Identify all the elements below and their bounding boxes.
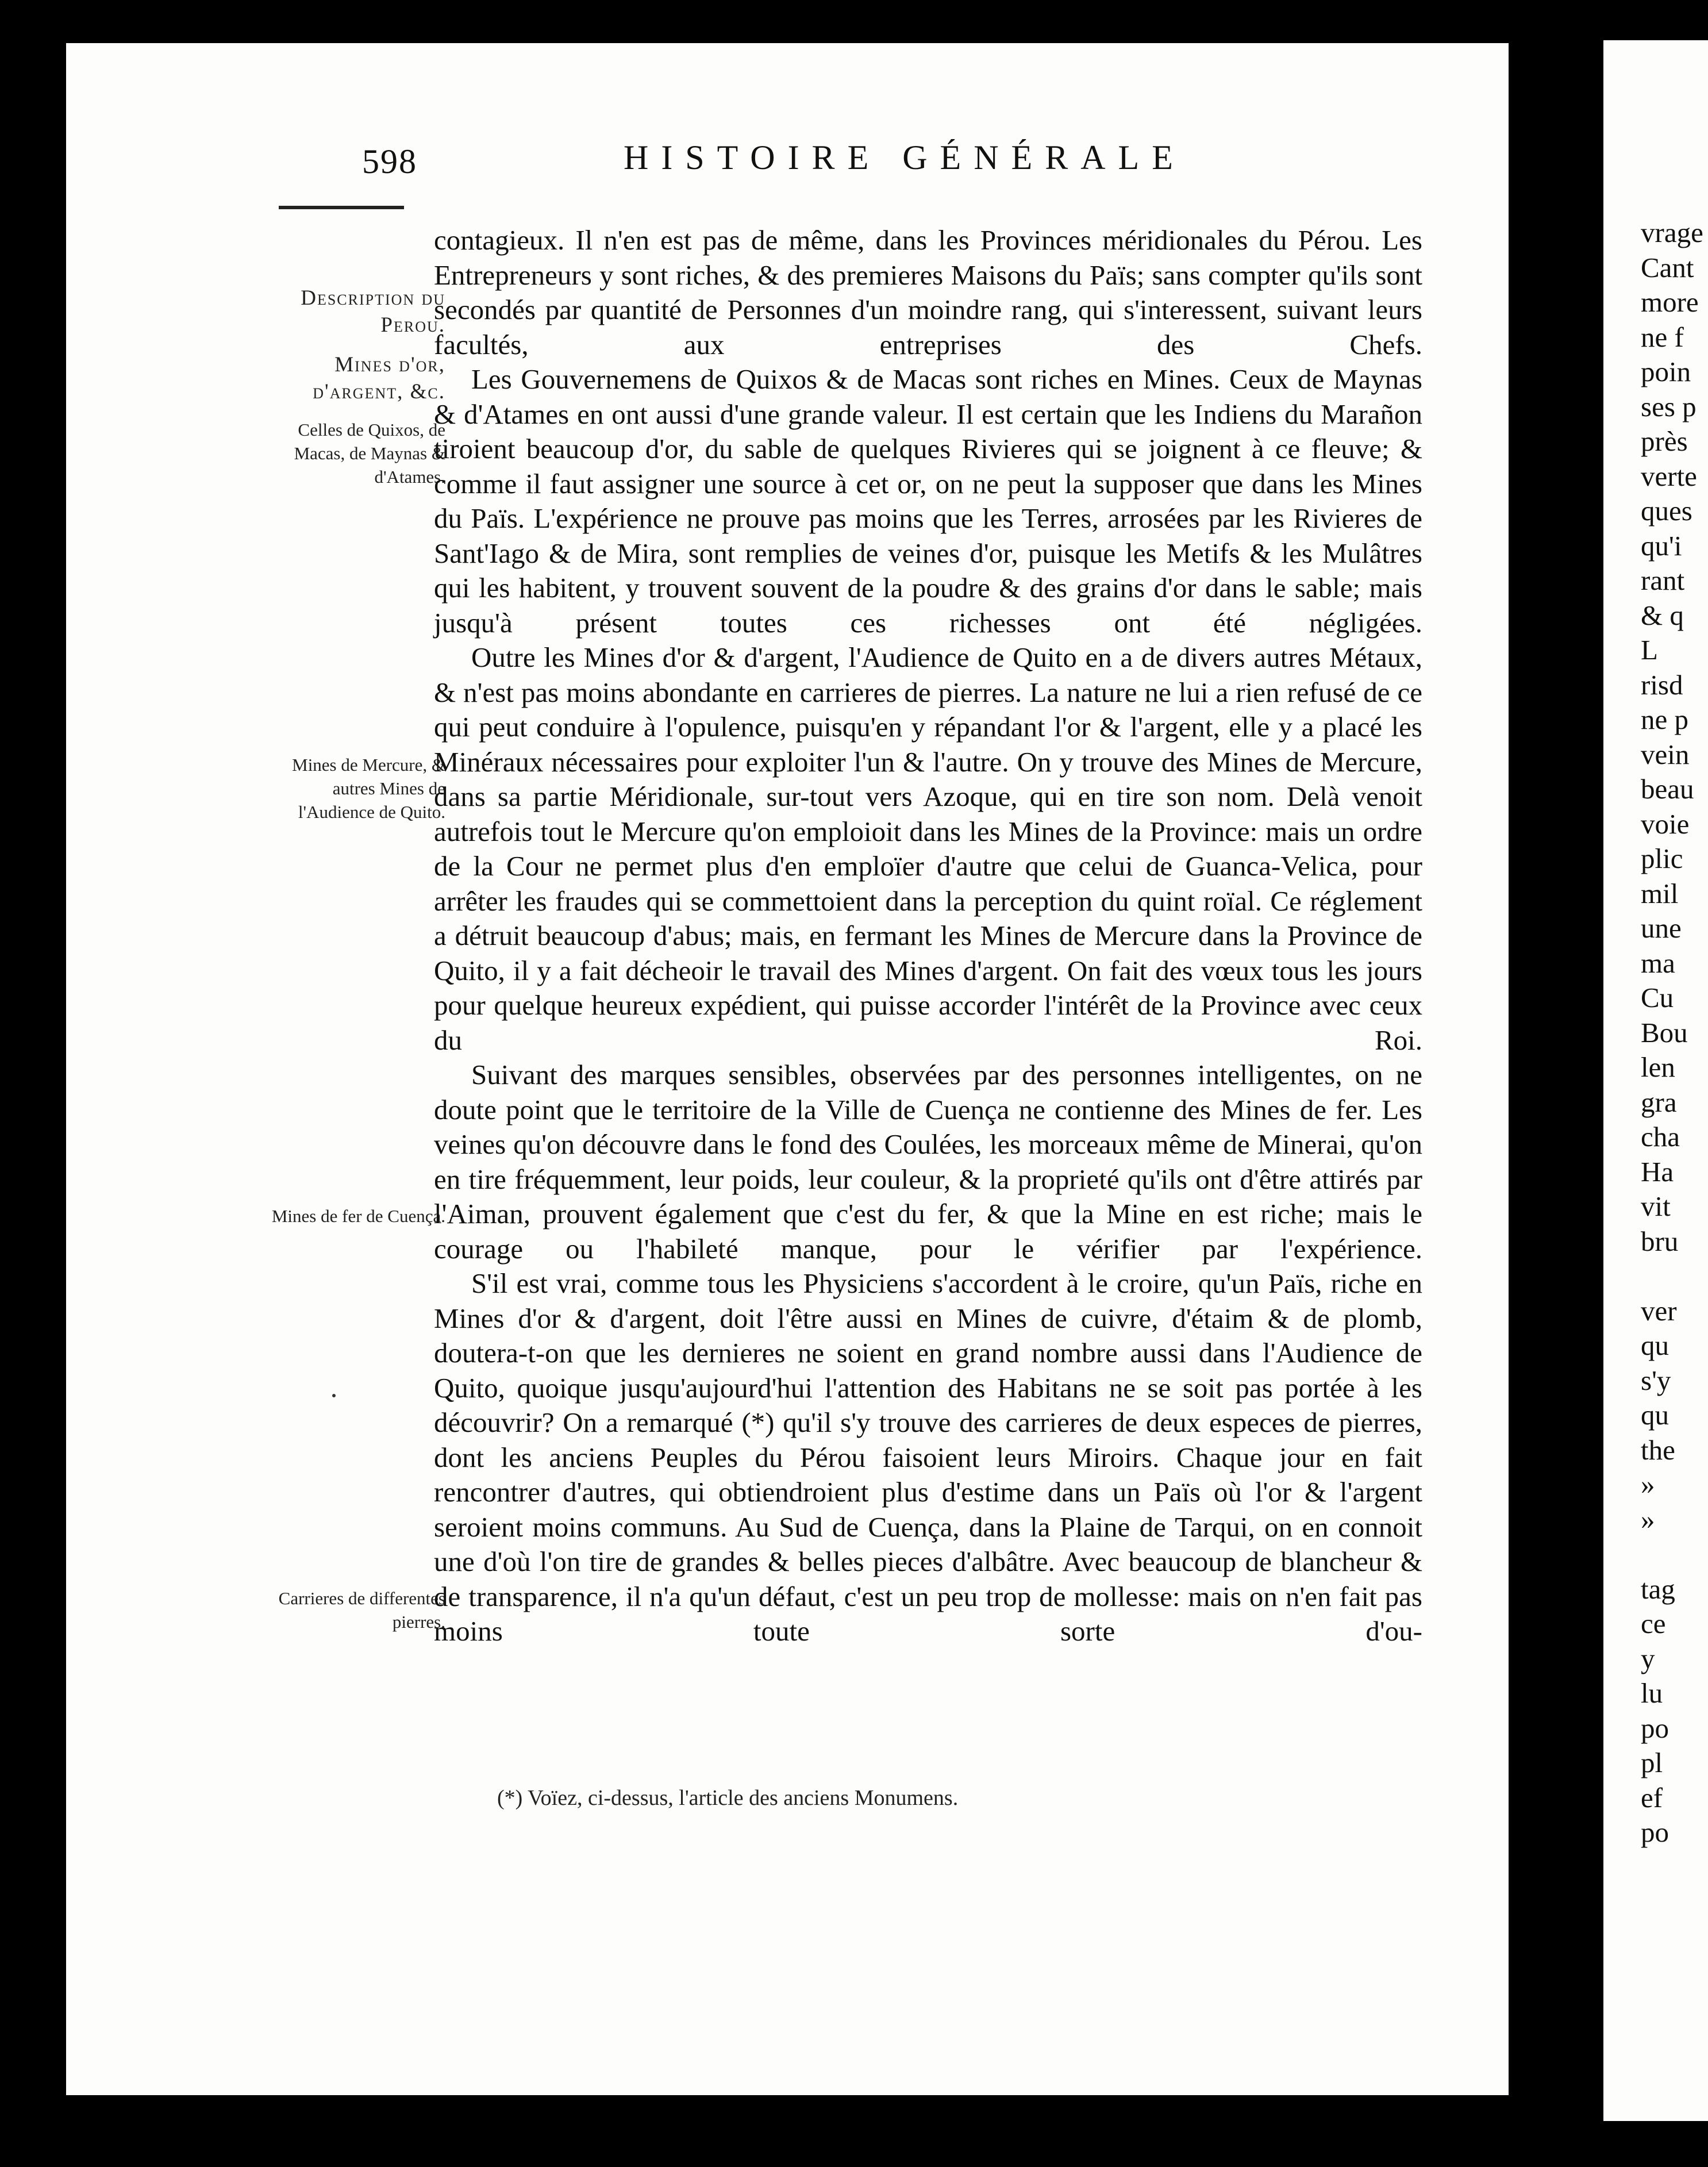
facing-page-fragment xyxy=(1641,1537,1708,1572)
facing-page-fragment: ne p xyxy=(1641,704,1688,735)
facing-page-fragment: beau xyxy=(1641,773,1694,805)
facing-page-fragment: ef xyxy=(1641,1781,1663,1813)
margin-note-mines: Mines d'or, d'argent, &c. xyxy=(313,353,445,404)
facing-page-fragment: qu xyxy=(1641,1399,1669,1431)
facing-page-fragment: y xyxy=(1641,1642,1655,1674)
facing-page-fragment: ques xyxy=(1641,495,1692,527)
footnote: (*) Voïez, ci-dessus, l'article des anciens Monumens. xyxy=(497,1786,959,1810)
running-head: HISTOIRE GÉNÉRALE xyxy=(624,139,1186,176)
facing-page-fragment: tag xyxy=(1641,1573,1675,1605)
facing-page-fragment: » xyxy=(1641,1469,1655,1500)
facing-page-fragment: poin xyxy=(1641,356,1691,387)
margin-note-mercure-wrap xyxy=(261,753,445,836)
facing-page-fragment: vein xyxy=(1641,738,1690,770)
facing-page-fragment xyxy=(1641,1259,1708,1294)
margin-dot xyxy=(332,1394,336,1397)
facing-page-text xyxy=(1641,216,1708,1850)
facing-page-fragment: ver xyxy=(1641,1294,1677,1327)
facing-page-fragment: plic xyxy=(1641,843,1683,874)
facing-page-fragment: the xyxy=(1641,1434,1675,1466)
facing-page-fragment: lu xyxy=(1641,1677,1663,1709)
facing-page-fragment: qu'i xyxy=(1641,529,1682,562)
facing-page-fragment: risd xyxy=(1641,668,1683,701)
main-text xyxy=(434,223,1422,1649)
facing-page-fragment: & q xyxy=(1641,599,1684,631)
facing-page-fragment: mil xyxy=(1641,877,1679,909)
facing-page-fragment: Ha xyxy=(1641,1155,1674,1188)
paragraph: S'il est vrai, comme tous les Physiciens s'accordent à le croire, qu'un Païs, riche en Mines d'or & d'argent, doit l'être aussi en Mines de cuivre, d'étaim & de plomb, doutera-t-on que les dernieres ne soient en grand nombre aussi dans l'Audience de Quito, quoique jusqu'aujourd'hui l'attention des Habitans ne se soit pas portée à les découvrir? On a remarqué (*) qu'il s'y trouve des carrieres de deux especes de pierres, dont les anciens Peuples du Pérou faisoient leurs Miroirs. Chaque jour en fait rencontrer d'autres, qui obtiendroient plus d'estime dans un Païs où l'or & l'argent seroient moins communs. Au Sud de Cuença, dans la Plaine de Tarqui, on en connoit une d'où l'on tire de grandes & belles pieces d'albâtre. Avec beaucoup de blancheur & de transparence, il n'a qu'un défaut, c'est un peu trop de mollesse: mais on n'en fait pas moins toute sorte d'ou- xyxy=(434,1267,1422,1647)
facing-page-fragment: Bou xyxy=(1641,1016,1688,1048)
margin-note-fer-wrap xyxy=(261,1204,445,1240)
margin-note-quixos: Celles de Quixos, de Macas, de Maynas & d'Atames. xyxy=(294,420,445,487)
paragraph: Outre les Mines d'or & d'argent, l'Audience de Quito en a de divers autres Métaux, & n'est pas moins abondante en carrieres de pierres. La nature ne lui a rien refusé de ce qui peut conduire à l'opulence, puisqu'en y répandant l'or & l'argent, elle y a placé les Minéraux nécessaires pour exploiter l'un & l'autre. On y trouve des Mines de Mercure, dans sa partie Méridionale, sur-tout vers Azoque, qui en tire son nom. Delà venoit autrefois tout le Mercure qu'on emploioit dans les Mines de la Province: mais un ordre de la Cour ne permet plus d'en emploïer d'autre que celui de Guanca-Velica, pour arrêter les fraudes qui se commettoient dans la perception du quint roïal. Ce réglement a détruit beaucoup d'abus; mais, en fermant les Mines de Mercure dans la Province de Quito, il y a fait décheoir le travail des Mines d'argent. On fait des vœux tous les jours pour quelque heureux expédient, qui puisse accorder l'intérêt de la Province avec ceux du Roi. xyxy=(434,641,1422,1056)
paragraph: Les Gouvernemens de Quixos & de Macas sont riches en Mines. Ceux de Maynas & d'Atames en ont aussi d'une grande valeur. Il est certain que les Indiens du Marañon tiroient beaucoup d'or, du sable de quelques Rivieres qui se joignent à ce fleuve; & comme il faut assigner une source à cet or, on ne peut la supposer que dans les Mines du Païs. L'expérience ne prouve pas moins que les Terres, arrosées par les Rivieres de Sant'Iago & de Mira, sont remplies de veines d'or, puisque les Metifs & les Mulâtres qui les habitent, y trouvent souvent de la poudre & des grains d'or dans le sable; mais jusqu'à présent toutes ces richesses ont été négligées. xyxy=(434,363,1422,639)
facing-page-fragment: vrage xyxy=(1641,217,1703,248)
facing-page-fragment: po xyxy=(1641,1712,1669,1744)
page-number: 598 xyxy=(362,143,417,180)
facing-page-fragment: Cant xyxy=(1641,251,1694,283)
facing-page-fragment: vit xyxy=(1641,1190,1671,1222)
facing-page-fragment: rant xyxy=(1641,564,1685,596)
facing-page-fragment: voie xyxy=(1641,808,1690,840)
paragraph: Suivant des marques sensibles, observées par des personnes intelligentes, on ne doute point que le territoire de la Ville de Cuença ne contienne des Mines de fer. Les veines qu'on découvre dans le fond des Coulées, les morceaux même de Minerai, qu'on en tire fréquemment, leur poids, leur couleur, & la proprieté qu'ils ont d'être attirés par l'Aiman, prouvent également que c'est du fer, & que la Mine en est riche; mais le courage ou l'habileté manque, pour le vérifier par l'expérience. xyxy=(434,1059,1422,1265)
margin-note-description: Description du Perou. xyxy=(301,286,445,337)
margin-note-mercure: Mines de Mercure, & autres Mines de l'Audience de Quito. xyxy=(292,755,445,822)
margin-note-carrieres-wrap xyxy=(261,1586,445,1646)
facing-page-fragment: verte xyxy=(1641,460,1697,492)
facing-page-fragment: ma xyxy=(1641,947,1675,979)
facing-page-fragment: ne f xyxy=(1641,321,1684,353)
facing-page-fragment: po xyxy=(1641,1816,1669,1848)
facing-page-fragment: bru xyxy=(1641,1225,1679,1257)
facing-page-fragment: len xyxy=(1641,1051,1675,1083)
margin-notes-group-1 xyxy=(261,285,445,501)
facing-page-fragment: pl xyxy=(1641,1747,1663,1778)
margin-note-carrieres: Carrieres de differentes pierres. xyxy=(278,1588,445,1632)
facing-page-fragment: près xyxy=(1641,425,1688,457)
paragraph: contagieux. Il n'en est pas de même, dans les Provinces méridionales du Pérou. Les Entrepreneurs y sont riches, & des premieres Maisons du Païs; sans compter qu'ils sont secondés par quantité de Personnes d'un moindre rang, qui s'interessent, suivant leurs facultés, aux entreprises des Chefs. xyxy=(434,224,1422,360)
facing-page-fragment: s'y xyxy=(1641,1364,1671,1396)
facing-page-fragment: ses p xyxy=(1641,390,1697,422)
facing-page-fragment: L xyxy=(1641,634,1658,666)
facing-page-fragment: une xyxy=(1641,912,1682,944)
facing-page-fragment: gra xyxy=(1641,1086,1677,1118)
margin-note-fer: Mines de fer de Cuença. xyxy=(271,1206,445,1226)
facing-page-fragment: Cu xyxy=(1641,982,1674,1013)
facing-page-fragment: cha xyxy=(1641,1121,1680,1152)
facing-page-fragment: qu xyxy=(1641,1330,1669,1361)
facing-page-fragment: » xyxy=(1641,1503,1655,1535)
margin-rule xyxy=(279,206,404,209)
facing-page-fragment: ce xyxy=(1641,1608,1666,1639)
facing-page-fragment: more xyxy=(1641,286,1699,318)
